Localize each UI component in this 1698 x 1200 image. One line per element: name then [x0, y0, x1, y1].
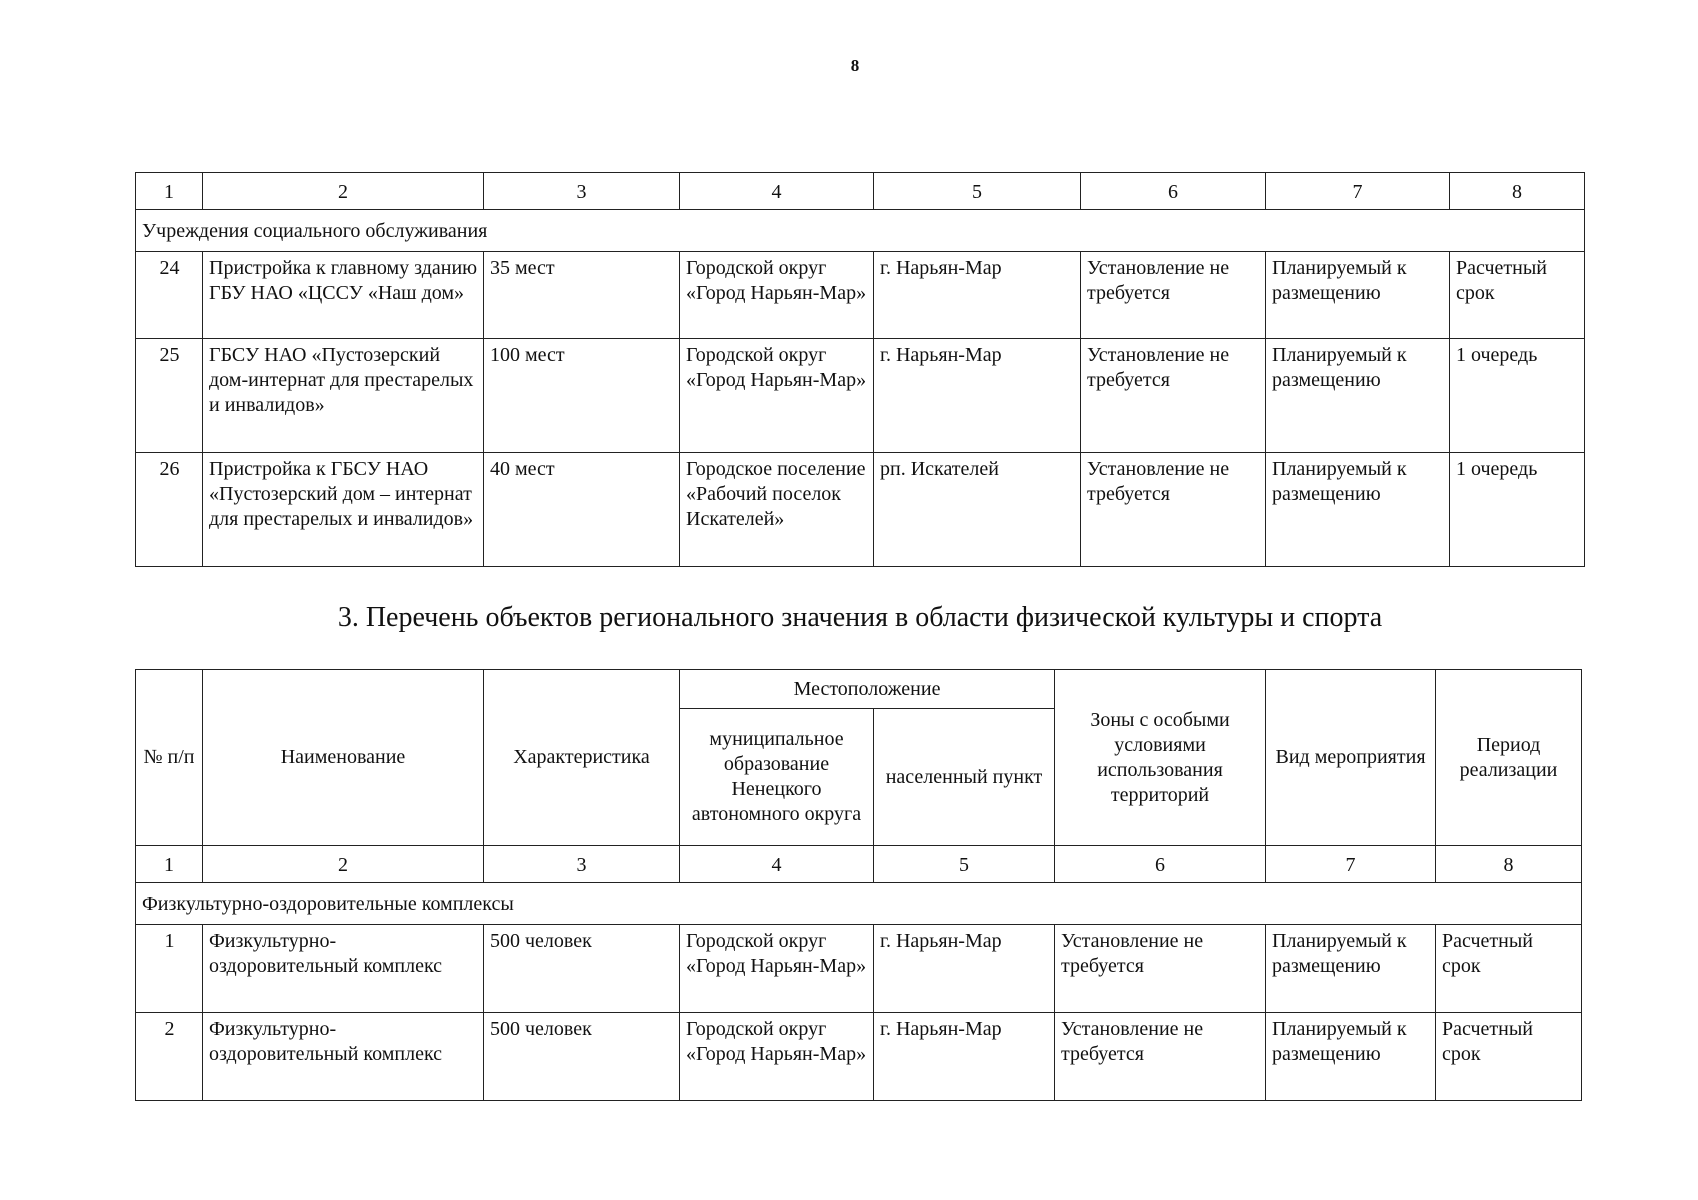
- implementation-period: Расчетный срок: [1436, 1013, 1582, 1101]
- header-settlement: населенный пункт: [874, 709, 1055, 846]
- header-location: Местоположение: [680, 670, 1055, 709]
- row-number: 2: [136, 1013, 203, 1101]
- zones: Установление не требуется: [1081, 453, 1266, 567]
- column-number: 6: [1081, 173, 1266, 210]
- municipality: Городской округ «Город Нарьян-Мар»: [680, 339, 874, 453]
- column-number: 5: [874, 846, 1055, 883]
- column-number: 7: [1266, 846, 1436, 883]
- implementation-period: Расчетный срок: [1436, 925, 1582, 1013]
- characteristic: 500 человек: [484, 1013, 680, 1101]
- column-number: 3: [484, 846, 680, 883]
- column-number: 8: [1450, 173, 1585, 210]
- measure-type: Планируемый к размещению: [1266, 339, 1450, 453]
- category-row: [136, 210, 1585, 252]
- measure-type: Планируемый к размещению: [1266, 453, 1450, 567]
- zones: Установление не требуется: [1055, 925, 1266, 1013]
- category-label: Учреждения социального обслуживания: [136, 210, 1585, 252]
- implementation-period: 1 очередь: [1450, 453, 1585, 567]
- settlement: рп. Искателей: [874, 453, 1081, 567]
- object-name: Пристройка к ГБСУ НАО «Пустозерский дом – интернат для престарелых и инвалидов»: [203, 453, 484, 567]
- object-name: Физкультурно-оздоровительный комплекс: [203, 925, 484, 1013]
- section-heading: 3. Перечень объектов регионального значения в области физической культуры и спорта: [337, 602, 1383, 633]
- municipality: Городской округ «Город Нарьян-Мар»: [680, 252, 874, 339]
- column-number: 7: [1266, 173, 1450, 210]
- header-num: № п/п: [136, 670, 203, 846]
- measure-type: Планируемый к размещению: [1266, 925, 1436, 1013]
- header-zones: Зоны с особыми условиями использования территорий: [1055, 670, 1266, 846]
- measure-type: Планируемый к размещению: [1266, 252, 1450, 339]
- header-period: Период реализации: [1436, 670, 1582, 846]
- column-number: 1: [136, 173, 203, 210]
- header-characteristic: Характеристика: [484, 670, 680, 846]
- settlement: г. Нарьян-Мар: [874, 925, 1055, 1013]
- column-number-row: [136, 173, 1585, 210]
- table-row: [136, 925, 1582, 1013]
- social-institutions-table: [135, 172, 1585, 567]
- column-number: 2: [203, 173, 484, 210]
- category-label: Физкультурно-оздоровительные комплексы: [136, 883, 1582, 925]
- characteristic: 40 мест: [484, 453, 680, 567]
- column-number: 5: [874, 173, 1081, 210]
- measure-type: Планируемый к размещению: [1266, 1013, 1436, 1101]
- sports-facilities-table: [135, 669, 1582, 1101]
- characteristic: 35 мест: [484, 252, 680, 339]
- municipality: Городское поселение «Рабочий поселок Искателей»: [680, 453, 874, 567]
- object-name: ГБСУ НАО «Пустозерский дом-интернат для престарелых и инвалидов»: [203, 339, 484, 453]
- zones: Установление не требуется: [1081, 252, 1266, 339]
- column-number: 6: [1055, 846, 1266, 883]
- zones: Установление не требуется: [1055, 1013, 1266, 1101]
- category-row: [136, 883, 1582, 925]
- column-number: 8: [1436, 846, 1582, 883]
- header-measure: Вид мероприятия: [1266, 670, 1436, 846]
- table-row: [136, 252, 1585, 339]
- implementation-period: Расчетный срок: [1450, 252, 1585, 339]
- settlement: г. Нарьян-Мар: [874, 1013, 1055, 1101]
- object-name: Физкультурно-оздоровительный комплекс: [203, 1013, 484, 1101]
- column-number: 4: [680, 846, 874, 883]
- header-name: Наименование: [203, 670, 484, 846]
- column-number: 3: [484, 173, 680, 210]
- settlement: г. Нарьян-Мар: [874, 252, 1081, 339]
- column-number-row: [136, 846, 1582, 883]
- header-row: [136, 670, 1582, 709]
- municipality: Городской округ «Город Нарьян-Мар»: [680, 925, 874, 1013]
- table-row: [136, 339, 1585, 453]
- table-row: [136, 1013, 1582, 1101]
- settlement: г. Нарьян-Мар: [874, 339, 1081, 453]
- object-name: Пристройка к главному зданию ГБУ НАО «ЦССУ «Наш дом»: [203, 252, 484, 339]
- row-number: 26: [136, 453, 203, 567]
- municipality: Городской округ «Город Нарьян-Мар»: [680, 1013, 874, 1101]
- row-number: 25: [136, 339, 203, 453]
- row-number: 1: [136, 925, 203, 1013]
- header-municipality: муниципальное образование Ненецкого автономного округа: [680, 709, 874, 846]
- column-number: 1: [136, 846, 203, 883]
- characteristic: 500 человек: [484, 925, 680, 1013]
- column-number: 2: [203, 846, 484, 883]
- page-number: 8: [850, 56, 860, 75]
- column-number: 4: [680, 173, 874, 210]
- zones: Установление не требуется: [1081, 339, 1266, 453]
- implementation-period: 1 очередь: [1450, 339, 1585, 453]
- characteristic: 100 мест: [484, 339, 680, 453]
- table-row: [136, 453, 1585, 567]
- row-number: 24: [136, 252, 203, 339]
